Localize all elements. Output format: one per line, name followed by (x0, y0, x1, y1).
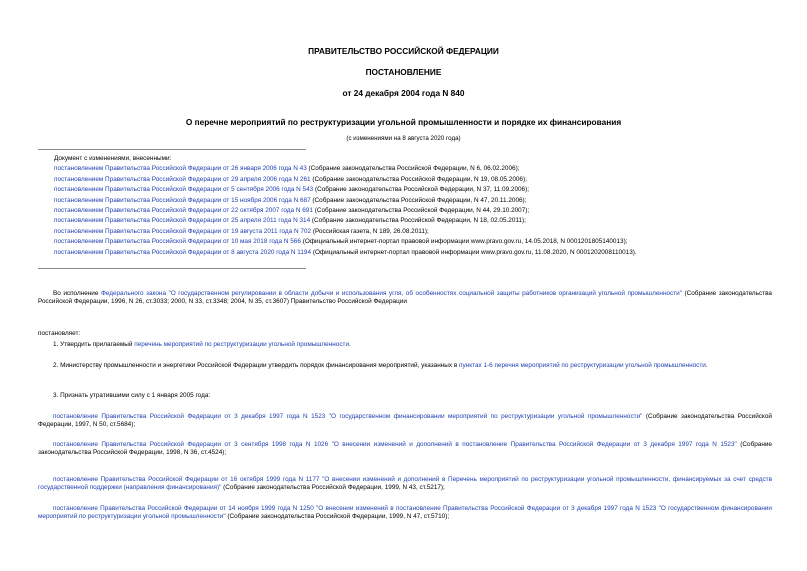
amendment-source: (Собрание законодательства Российской Федерации, N 47, 20.11.2006); (310, 196, 527, 204)
document-type: ПОСТАНОВЛЕНИЕ (365, 67, 442, 77)
amendment-source: (Собрание законодательства Российской Федерации, N 44, 29.10.2007); (312, 206, 530, 214)
amendments-intro: Документ с изменениями, внесенными: (54, 155, 172, 162)
repealed-act-link[interactable]: постановление Правительства Российской Федерации от 14 ноября 1999 года N 1250 "О внесении изменений в постановление Правительства Российской Федерации от 3 декабря 1997 года N 1523 "О государственном финансировании мероприятий по реструктуризации угольной промышленности" (38, 505, 772, 520)
repealed-act-source: (Собрание законодательства Российской Федерации, 1999, N 43, ст.5217); (221, 484, 445, 491)
document-date-number: от 24 декабря 2004 года N 840 (342, 88, 465, 98)
amendment-item (54, 165, 774, 175)
measures-items-link[interactable]: пунктах 1-6 перечня мероприятий по реструктуризации угольной промышленности (459, 362, 706, 369)
amendment-item (54, 186, 774, 196)
amendment-item (54, 176, 774, 186)
amendments-list (54, 155, 774, 259)
amendment-item (54, 238, 774, 248)
paragraph-3: 3. Признать утратившими силу с 1 января 2005 года: (53, 392, 211, 399)
amendment-link[interactable]: постановлением Правительства Российской Федерации от 25 апреля 2011 года N 314 (54, 217, 311, 225)
amendments-bottom-divider (38, 268, 306, 269)
repealed-act-source: (Собрание законодательства Российской Федерации, 1999, N 47, ст.5710); (225, 513, 450, 520)
preamble-text: Во исполнение (53, 290, 101, 297)
amendment-link[interactable]: постановлением Правительства Российской Федерации от 19 августа 2011 года N 702 (54, 227, 312, 235)
preamble-source: (Собрание законодательства Российской Федерации, 1996, N 26, ст.3033; 2000, N 33, ст.3348; 2004, N 35, ст.3607) Правительство Российской Федерации (38, 290, 772, 305)
amendment-source: (Официальный интернет-портал правовой информации www.pravo.gov.ru, 14.05.2018, N 0001201805140013); (300, 238, 628, 246)
amendment-source: (Российская газета, N 189, 26.08.2011); (311, 227, 429, 235)
paragraph-2 (38, 362, 772, 370)
repealed-act-source: (Собрание законодательства Российской Федерации, 1998, N 36, ст.4524); (38, 441, 772, 456)
paragraph-1-text: 1. Утвердить прилагаемый (53, 341, 135, 348)
amendment-item (54, 217, 774, 227)
amendment-source: (Собрание законодательства Российской Федерации, N 6, 06.02.2006); (306, 165, 520, 173)
repealed-item (38, 413, 772, 429)
paragraph-1 (38, 341, 772, 349)
repealed-act-link[interactable]: постановление Правительства Российской Федерации от 3 сентября 1998 года N 1026 "О внесении изменений и дополнений в постановление Правительства Российской Федерации от 3 декабря 1997 года N 1523" (53, 441, 737, 448)
amendment-link[interactable]: постановлением Правительства Российской Федерации от 22 октября 2007 года N 691 (54, 206, 313, 214)
repealed-act-link[interactable]: постановление Правительства Российской Федерации от 16 октября 1999 года N 1177 "О внесении изменений и дополнений в Перечень мероприятий по реструктуризации угольной промышленности, финансируемых за счет средств государственной поддержки (направления финансирования)" (38, 476, 772, 491)
amendment-link[interactable]: постановлением Правительства Российской Федерации от 26 января 2006 года N 43 (54, 165, 307, 173)
amendment-source: (Собрание законодательства Российской Федерации, N 18, 02.05.2011); (310, 217, 526, 225)
amendment-item (54, 228, 774, 238)
amendment-link[interactable]: постановлением Правительства Российской Федерации от 10 мая 2018 года N 566 (54, 238, 301, 246)
measures-list-link[interactable]: перечень мероприятий по реструктуризации угольной промышленности (134, 341, 350, 348)
government-name: ПРАВИТЕЛЬСТВО РОССИЙСКОЙ ФЕДЕРАЦИИ (308, 46, 499, 56)
amendment-source: (Собрание законодательства Российской Федерации, N 37, 11.09.2006); (313, 186, 530, 194)
repealed-act-source: (Собрание законодательства Российской Федерации, 1997, N 50, ст.5684); (38, 413, 773, 428)
amendment-item (54, 249, 774, 259)
paragraph-2-text: 2. Министерству промышленности и энергетики Российской Федерации утвердить порядок финансирования мероприятий, указанных в (53, 362, 460, 369)
amendment-item (54, 197, 774, 207)
resolves-word: постановляет: (38, 330, 81, 337)
amendment-source: (Собрание законодательства Российской Федерации, N 19, 08.05.2006); (310, 175, 527, 183)
amendment-link[interactable]: постановлением Правительства Российской Федерации от 29 апреля 2006 года N 261 (54, 175, 311, 183)
amendment-source: (Официальный интернет-портал правовой информации www.pravo.gov.ru, 11.08.2020, N 0001202008110013). (311, 248, 637, 256)
amendment-link[interactable]: постановлением Правительства Российской Федерации от 5 сентября 2006 года N 543 (54, 186, 314, 194)
repealed-item (38, 441, 772, 457)
paragraph-2-end: . (705, 362, 708, 369)
changes-note: (с изменениями на 8 августа 2020 года) (346, 135, 461, 142)
amendments-top-divider (38, 149, 306, 150)
repealed-item (38, 476, 772, 492)
document-title: О перечне мероприятий по реструктуризации угольной промышленности и порядке их финансирования (185, 117, 622, 127)
federal-law-link[interactable]: Федерального закона "О государственном регулировании в области добычи и использования угля, об особенностях социальной защиты работников организаций угольной промышленности" (100, 290, 682, 297)
amendment-link[interactable]: постановлением Правительства Российской Федерации от 8 августа 2020 года N 1194 (54, 248, 312, 256)
paragraph-1-end: . (349, 341, 351, 348)
repealed-item (38, 505, 772, 521)
amendment-item (54, 207, 774, 217)
repealed-act-link[interactable]: постановление Правительства Российской Федерации от 3 декабря 1997 года N 1523 "О государственном финансировании мероприятий по реструктуризации угольной промышленности" (53, 413, 643, 420)
preamble-paragraph (38, 290, 772, 306)
amendment-link[interactable]: постановлением Правительства Российской Федерации от 15 ноября 2006 года N 687 (54, 196, 311, 204)
